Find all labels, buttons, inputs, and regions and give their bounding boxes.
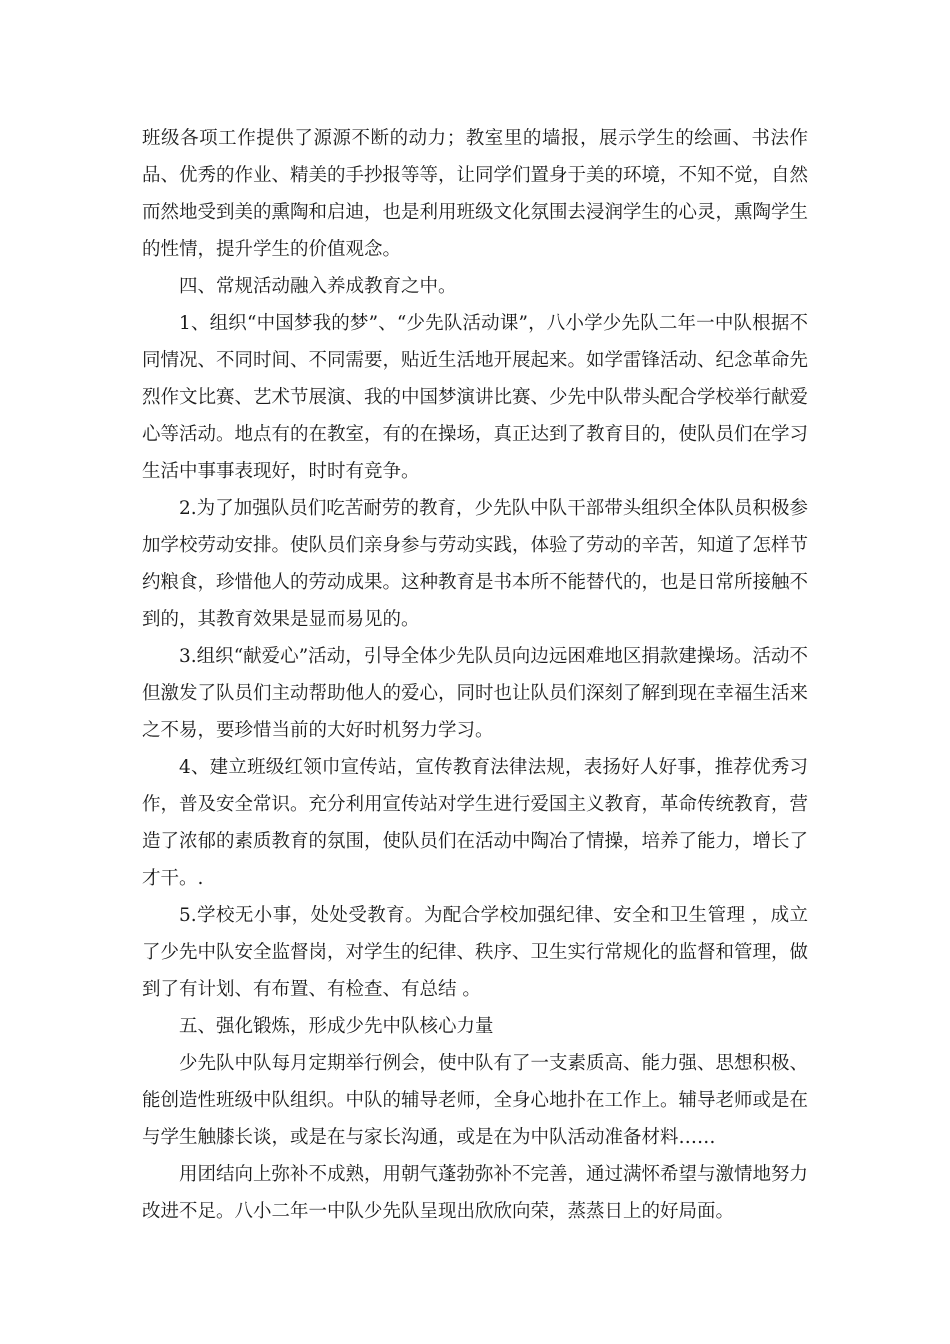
document-body	[142, 120, 808, 1230]
paragraph-item-5: 5.学校无小事，处处受教育。为配合学校加强纪律、安全和卫生管理 ，成立了少先中队安全监督岗，对学生的纪律、秩序、卫生实行常规化的监督和管理，做到了有计划、有布置、有检查、有总结 。	[142, 905, 809, 1000]
paragraph-conclusion: 用团结向上弥补不成熟，用朝气蓬勃弥补不完善，通过满怀希望与激情地努力改进不足。八小二年一中队少先队呈现出欣欣向荣，蒸蒸日上的好局面。	[142, 1164, 809, 1222]
section-heading-5: 五、强化锻炼，形成少先中队核心力量	[179, 1016, 494, 1037]
paragraph-item-1: 1、组织“中国梦我的梦”、“少先队活动课”，八小学少先队二年一中队根据不同情况、不同时间、不同需要，贴近生活地开展起来。如学雷锋活动、纪念革命先烈作文比赛、艺术节展演、我的中国梦演讲比赛、少先中队带头配合学校举行献爱心等活动。地点有的在教室，有的在操场，真正达到了教育目的，使队员们在学习生活中事事表现好，时时有竞争。	[142, 313, 809, 482]
paragraph-item-4: 4、建立班级红领巾宣传站，宣传教育法律法规，表扬好人好事，推荐优秀习作，普及安全常识。充分利用宣传站对学生进行爱国主义教育，革命传统教育，营造了浓郁的素质教育的氛围，使队员们在活动中陶冶了情操，培养了能力，增长了才干。.	[142, 757, 809, 889]
paragraph-meetings: 少先队中队每月定期举行例会，使中队有了一支素质高、能力强、思想积极、能创造性班级中队组织。中队的辅导老师，全身心地扑在工作上。辅导老师或是在与学生触膝长谈，或是在与家长沟通，或是在为中队活动准备材料……	[142, 1053, 809, 1148]
paragraph-item-3: 3.组织“献爱心”活动，引导全体少先队员向边远困难地区捐款建操场。活动不但激发了队员们主动帮助他人的爱心，同时也让队员们深刻了解到现在幸福生活来之不易，要珍惜当前的大好时机努力学习。	[142, 646, 809, 741]
section-heading-4: 四、常规活动融入养成教育之中。	[179, 276, 457, 297]
paragraph-continuation: 班级各项工作提供了源源不断的动力；教室里的墙报，展示学生的绘画、书法作品、优秀的作业、精美的手抄报等等，让同学们置身于美的环境，不知不觉，自然而然地受到美的熏陶和启迪，也是利用班级文化氛围去浸润学生的心灵，熏陶学生的性情，提升学生的价值观念。	[142, 128, 809, 260]
paragraph-item-2: 2.为了加强队员们吃苦耐劳的教育，少先队中队干部带头组织全体队员积极参加学校劳动安排。使队员们亲身参与劳动实践，体验了劳动的辛苦，知道了怎样节约粮食，珍惜他人的劳动成果。这种教育是书本所不能替代的，也是日常所接触不到的，其教育效果是显而易见的。	[142, 498, 809, 630]
